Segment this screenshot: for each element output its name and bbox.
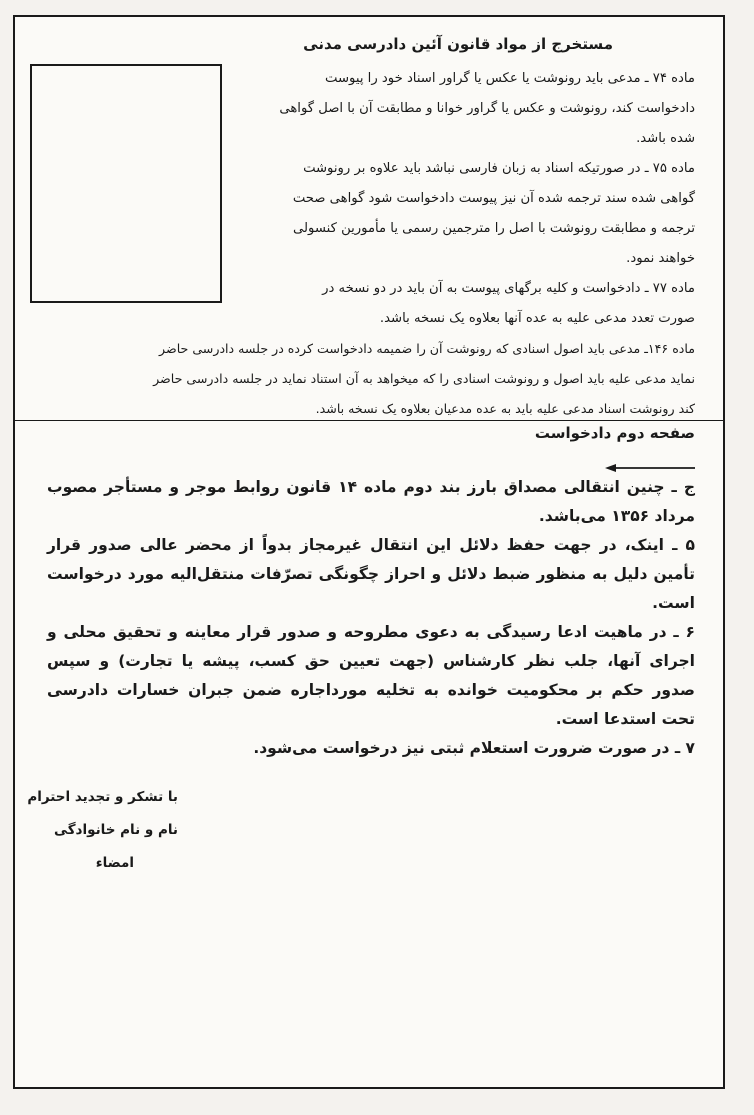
article-77-line: صورت تعدد مدعی علیه به عده آنها بعلاوه یک نسخه باشد. [379, 311, 695, 326]
page-two-title: صفحه دوم دادخواست [534, 424, 695, 442]
article-75-line: ماده ۷۵ ـ در صورتیکه اسناد به زبان فارسی نباشد باید علاوه بر رونوشت [303, 161, 695, 176]
civil-procedure-extract [15, 17, 723, 421]
article-146-line: کند رونوشت اسناد مدعی علیه باید به عده مدعیان بعلاوه یک نسخه باشد. [315, 401, 695, 416]
extract-title: مستخرج از مواد قانون آئین دادرسی مدنی [303, 35, 613, 53]
article-77-line: ماده ۷۷ ـ دادخواست و کلیه برگهای پیوست به آن باید در دو نسخه در [322, 281, 695, 296]
article-75-line: ترجمه و مطابقت رونوشت با اصل را مترجمین رسمی یا مأمورین کنسولی [293, 221, 695, 236]
regards-line: با تشکر و تجدید احترام [27, 789, 178, 805]
paragraph-6: ۶ ـ در ماهیت ادعا رسیدگی به دعوی مطروحه و صدور قرار معاینه و تحقیق محلی و اجرای آنها، جلب نظر کارشناس (جهت تعیین حق کسب، پیشه یا تجارت) و سپس صدور حکم بر محکومیت خوانده به تخلیه مورداجاره ضمن جبران خسارات دادرسی تحت استدعا است. [47, 623, 695, 728]
paragraph-7: ۷ ـ در صورت ضرورت استعلام ثبتی نیز درخواست می‌شود. [253, 739, 695, 757]
article-75-line: گواهی شده سند ترجمه شده آن نیز پیوست دادخواست شود گواهی صحت [292, 191, 695, 206]
arrow-left-icon [605, 463, 695, 473]
article-146 [35, 334, 695, 424]
article-74 [225, 64, 695, 154]
form-frame [13, 15, 725, 1089]
article-74-line: شده باشد. [636, 131, 695, 146]
article-74-line: ماده ۷۴ ـ مدعی باید رونوشت یا عکس یا گراور اسناد خود را پیوست [325, 71, 695, 86]
article-75 [225, 154, 695, 274]
article-146-line: ماده ۱۴۶ـ مدعی باید اصول اسنادی که رونوشت آن را ضمیمه دادخواست کرده در جلسه دادرسی حاضر [159, 341, 695, 356]
signature-block [27, 781, 178, 880]
petition-body [47, 473, 695, 763]
paragraph-5: ۵ ـ اینک، در جهت حفظ دلائل این انتقال غیرمجاز بدواً از محضر عالی صدور قرار تأمین دلیل به منظور ضبط دلائل و احراز چگونگی تصرّفات منتقل‌الیه مورد درخواست است. [47, 536, 695, 612]
article-77 [225, 274, 695, 334]
signature-label: امضاء [95, 855, 134, 871]
photo-placeholder-box [30, 64, 222, 303]
paragraph-c: ج ـ چنین انتقالی مصداق بارز بند دوم ماده ۱۴ قانون روابط موجر و مستأجر مصوب مرداد ۱۳۵۶ می‌باشد. [47, 478, 695, 525]
article-75-line: خواهند نمود. [626, 251, 695, 266]
article-74-line: دادخواست کند، رونوشت و عکس یا گراور خوانا و مطابقت آن با اصل گواهی [279, 101, 695, 116]
name-label: نام و نام خانوادگی [54, 822, 178, 838]
article-146-line: نماید مدعی علیه باید اصول و رونوشت اسنادی را که میخواهد به آن استناد نماید در جلسه دادرسی حاضر [153, 371, 695, 386]
